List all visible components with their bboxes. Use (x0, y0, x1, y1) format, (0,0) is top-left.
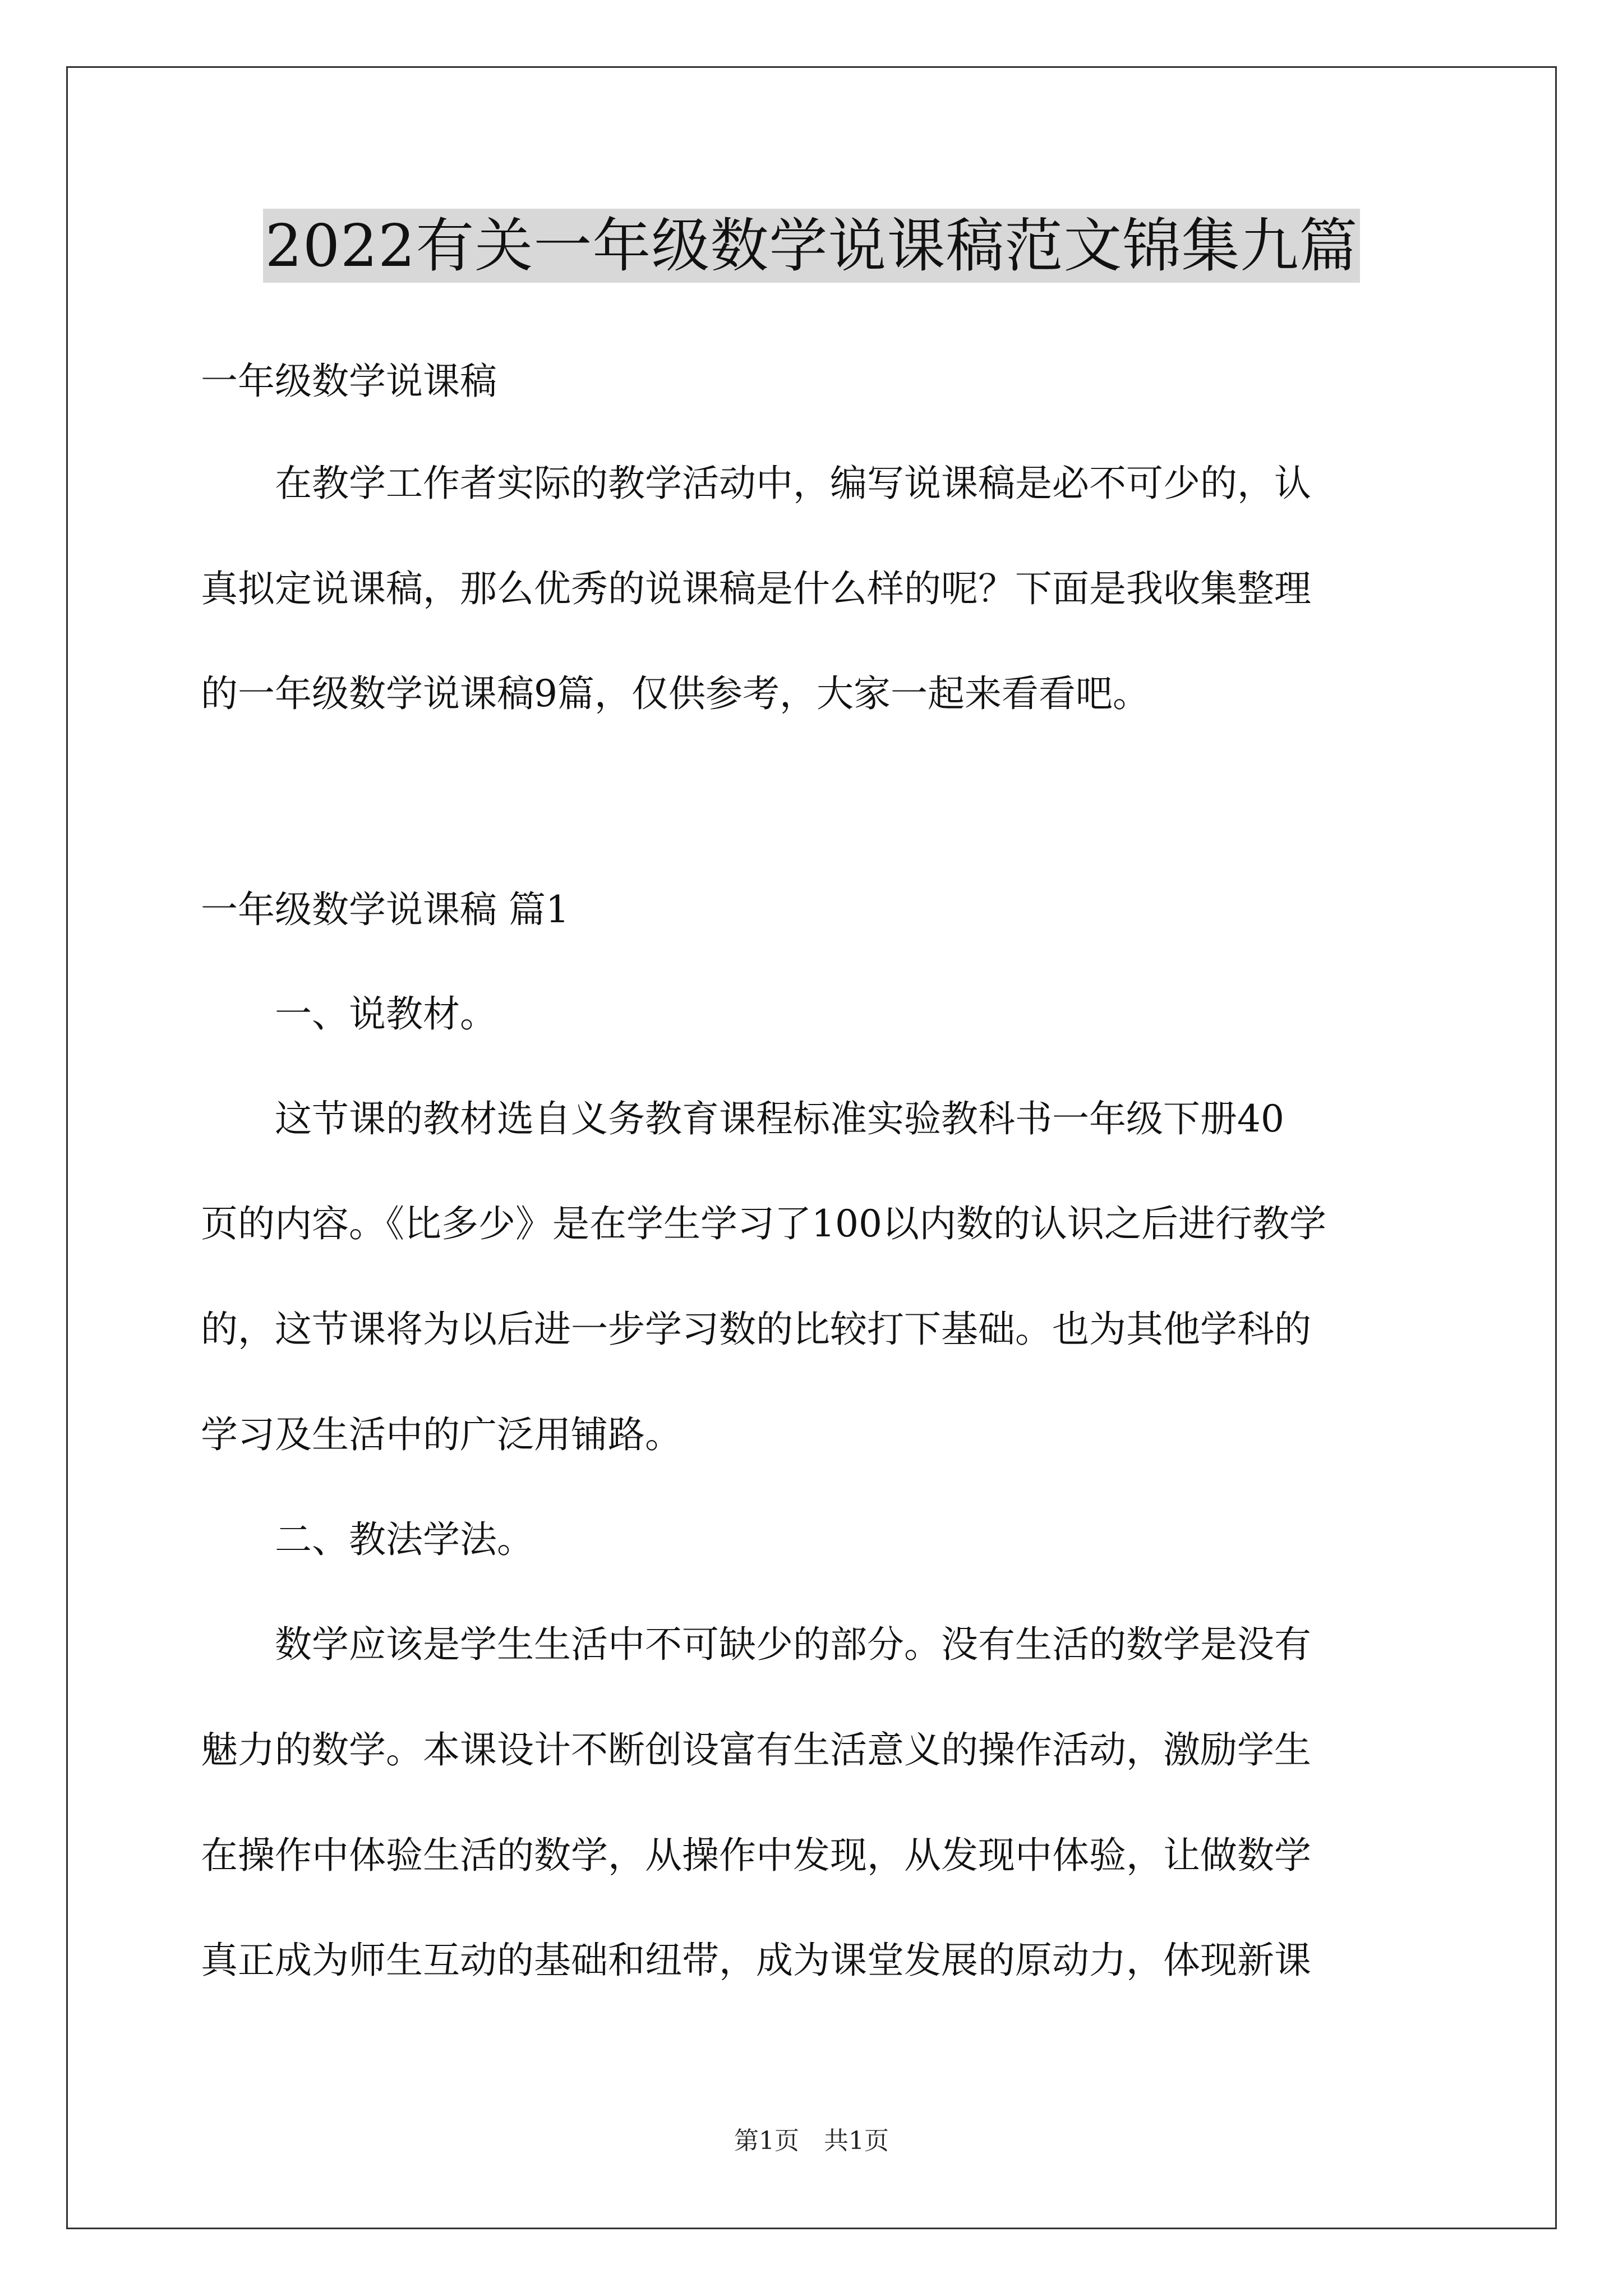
text-line: 真拟定说课稿，那么优秀的说课稿是什么样的呢？下面是我收集整理 (201, 567, 1311, 610)
text-line: 在教学工作者实际的教学活动中，编写说课稿是必不可少的，认 (201, 462, 1311, 505)
text-line: 二、教法学法。 (201, 1518, 534, 1561)
text-line: 数学应该是学生生活中不可缺少的部分。没有生活的数学是没有 (201, 1623, 1311, 1666)
text-line: 这节课的教材选自义务教育课程标准实验教科书一年级下册40 (201, 1097, 1284, 1140)
text-line: 学习及生活中的广泛用铺路。 (201, 1413, 682, 1456)
text-line: 的，这节课将为以后进一步学习数的比较打下基础。也为其他学科的 (201, 1308, 1311, 1351)
section-heading: 一年级数学说课稿 篇1 (201, 888, 569, 931)
document-title: 2022有关一年级数学说课稿范文锦集九篇 (263, 209, 1361, 283)
text-line: 一、说教材。 (201, 992, 497, 1036)
text-line: 在操作中体验生活的数学，从操作中发现，从发现中体验，让做数学 (201, 1834, 1311, 1877)
text-line: 的一年级数学说课稿9篇，仅供参考，大家一起来看看吧。 (201, 672, 1150, 715)
title-container (0, 209, 1623, 283)
text-line: 页的内容。《比多少》是在学生学习了100以内数的认识之后进行教学 (201, 1202, 1326, 1245)
text-line: 魅力的数学。本课设计不断创设富有生活意义的操作活动，激励学生 (201, 1728, 1311, 1772)
page-footer: 第1页 共1页 (734, 2127, 889, 2155)
section-heading: 一年级数学说课稿 (201, 360, 497, 403)
text-line: 真正成为师生互动的基础和纽带，成为课堂发展的原动力，体现新课 (201, 1939, 1311, 1982)
